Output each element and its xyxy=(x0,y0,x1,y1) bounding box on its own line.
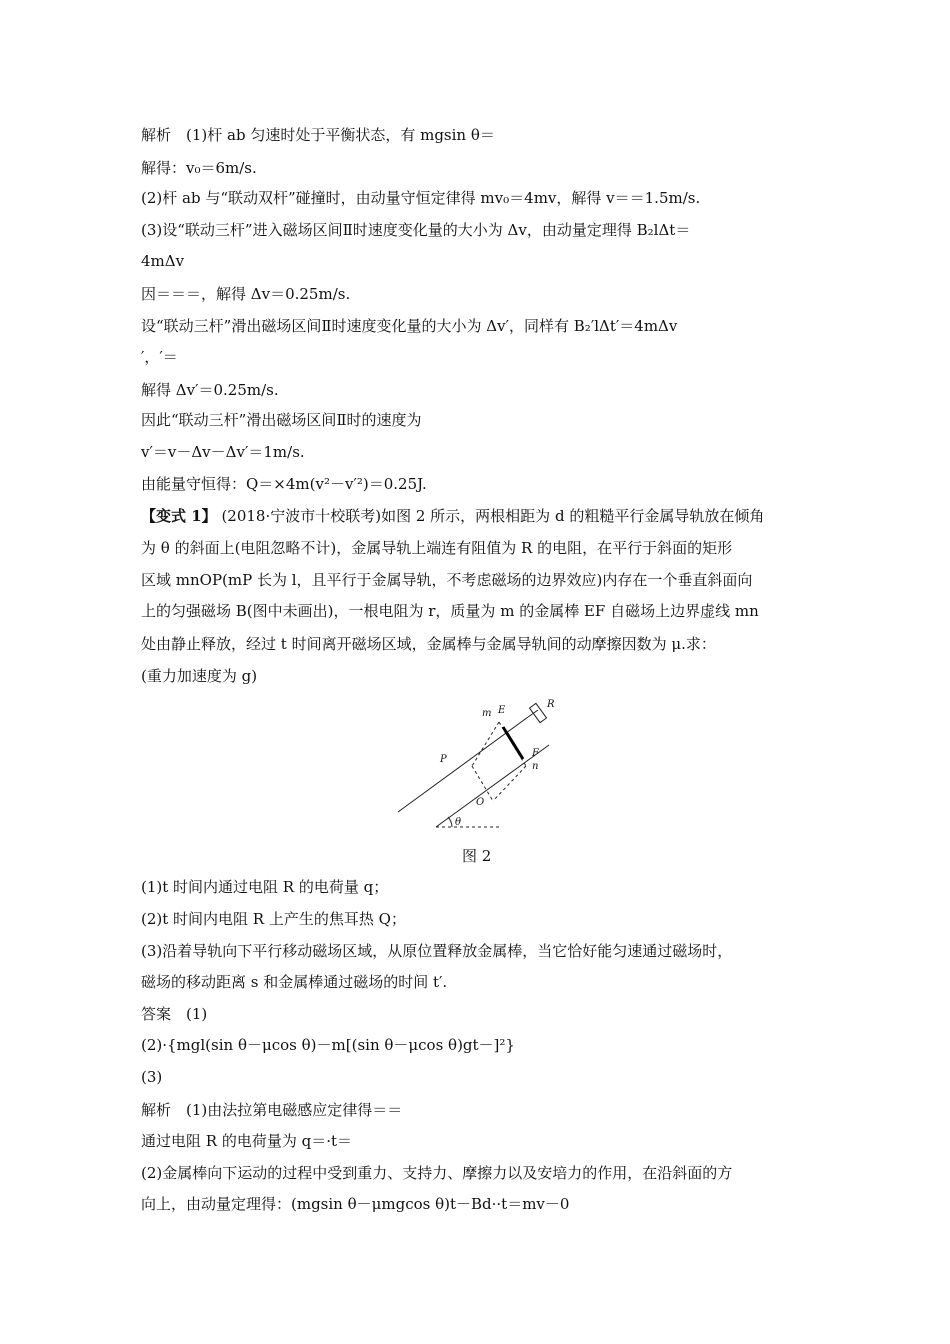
text-line: 上的匀强磁场 B(图中未画出)，一根电阻为 r，质量为 m 的金属棒 EF 自磁场上边界虚线 mn xyxy=(141,602,759,620)
text-line: 因＝＝＝，解得 Δv＝0.25m/s. xyxy=(141,285,351,303)
answer-line: 答案 (1) xyxy=(141,1005,208,1023)
analysis-line: (2)金属棒向下运动的过程中受到重力、支持力、摩擦力以及安培力的作用，在沿斜面的方 xyxy=(141,1164,733,1182)
label-R: R xyxy=(547,699,555,710)
text-line: 4mΔv xyxy=(141,252,185,270)
answer-line: (2)·{mgl(sin θ－μcos θ)－m[(sin θ－μcos θ)gt－]²} xyxy=(141,1036,515,1054)
text-line: v′＝v－Δv－Δv′＝1m/s. xyxy=(141,443,305,461)
text-line: 解得 Δv′＝0.25m/s. xyxy=(141,381,279,399)
text-line: 因此“联动三杆”滑出磁场区间Ⅱ时的速度为 xyxy=(141,411,422,429)
question-line: (3)沿着导轨向下平行移动磁场区域，从原位置释放金属棒，当它恰好能匀速通过磁场时， xyxy=(141,942,733,960)
question-line: (1)t 时间内通过电阻 R 的电荷量 q； xyxy=(141,878,389,896)
question-line: 磁场的移动距离 s 和金属棒通过磁场的时间 t′. xyxy=(141,973,448,991)
analysis-line: 向上，由动量定理得：(mgsin θ－μmgcos θ)t－Bd··t＝mv－0 xyxy=(141,1195,570,1213)
label-F: F xyxy=(532,748,539,759)
label-n: n xyxy=(532,761,539,772)
answer-line: (3) xyxy=(141,1068,163,1086)
resistor-symbol xyxy=(529,703,546,722)
text-line: (重力加速度为 g) xyxy=(141,667,258,685)
analysis-line: 通过电阻 R 的电荷量为 q＝·t＝ xyxy=(141,1132,352,1150)
upper-rail-line xyxy=(398,717,528,812)
text-line: 设“联动三杆”滑出磁场区间Ⅱ时速度变化量的大小为 Δv′，同样有 B₂′lΔt′＝4mΔv xyxy=(141,317,678,335)
angle-arc xyxy=(448,817,452,827)
label-O: O xyxy=(476,797,485,808)
text-line: 为 θ 的斜面上(电阻忽略不计)，金属导轨上端连有阻值为 R 的电阻，在平行于斜面的矩形 xyxy=(141,539,733,557)
text-line: 处由静止释放，经过 t 时间离开磁场区域，金属棒与金属导轨间的动摩擦因数为 μ.求： xyxy=(141,635,716,653)
analysis-line: 解析 (1)由法拉第电磁感应定律得＝＝ xyxy=(141,1101,403,1119)
boundary-PO xyxy=(472,766,493,801)
label-m: m xyxy=(482,708,492,719)
text-line: 由能量守恒得：Q＝×4m(v²－v′²)＝0.25J. xyxy=(141,475,427,493)
text-line: (2018·宁波市十校联考)如图 2 所示，两根相距为 d 的粗糙平行金属导轨放在倾角 xyxy=(221,507,765,525)
text-line: 区域 mnOP(mP 长为 l，且平行于金属导轨，不考虑磁场的边界效应)内存在一个垂直斜面向 xyxy=(141,571,753,589)
variant-first-line xyxy=(141,505,764,527)
boundary-nO xyxy=(493,766,526,801)
metal-rod-EF xyxy=(503,727,523,759)
figure-caption: 图 2 xyxy=(462,847,492,865)
text-line: ′，′＝ xyxy=(141,348,178,366)
text-line: 解析 (1)杆 ab 匀速时处于平衡状态，有 mgsin θ＝ xyxy=(141,126,495,144)
variant-tag: 【变式 1】 xyxy=(141,507,217,525)
text-line: (2)杆 ab 与“联动双杆”碰撞时，由动量守恒定律得 mv₀＝4mv，解得 v＝＝1.5m/s. xyxy=(141,189,701,207)
label-P: P xyxy=(440,754,447,765)
incline-rails-figure xyxy=(390,690,570,835)
label-theta: θ xyxy=(455,817,462,828)
question-line: (2)t 时间内电阻 R 上产生的焦耳热 Q； xyxy=(141,910,406,928)
text-line: 解得：v₀＝6m/s. xyxy=(141,159,257,177)
label-E: E xyxy=(498,705,506,716)
text-line: (3)设“联动三杆”进入磁场区间Ⅱ时速度变化量的大小为 Δv，由动量定理得 B₂lΔt＝ xyxy=(141,221,691,239)
boundary-mP xyxy=(472,722,499,766)
